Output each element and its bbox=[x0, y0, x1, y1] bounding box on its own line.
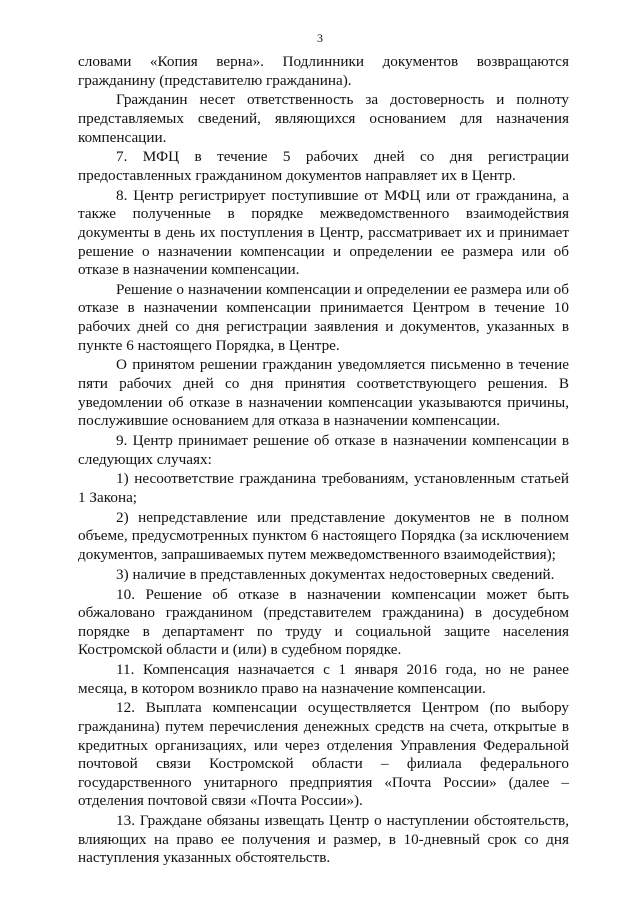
paragraph-item-10: 10. Решение об отказе в назначении компенсации может быть обжаловано гражданином (представителем гражданина) в досудебном порядке в департамент по труду и социальной защите населения Костромской области и (или) в судебном порядке. bbox=[78, 585, 569, 659]
paragraph-item-8: 8. Центр регистрирует поступившие от МФЦ или от гражданина, а также полученные в порядке межведомственного взаимодействия документы в день их поступления в Центр, рассматривает их и принимает решение о назначении компенсации и определении ее размера или об отказе в назначении компенсации. bbox=[78, 186, 569, 279]
list-item: 3) наличие в представленных документах недостоверных сведений. bbox=[116, 565, 555, 583]
list-item: 2) непредставление или представление документов не в полном объеме, предусмотренных пунктом 6 настоящего Порядка (за исключением документов, запрашиваемых путем межведомственного взаимодействия); bbox=[78, 508, 569, 563]
paragraph: словами «Копия верна». Подлинники документов возвращаются гражданину (представителю гражданина). bbox=[78, 53, 569, 89]
list-item: 1) несоответствие гражданина требованиям, установленным статьей 1 Закона; bbox=[78, 470, 569, 506]
paragraph: О принятом решении гражданин уведомляется письменно в течение пяти рабочих дней со дня принятия соответствующего решения. В уведомлении об отказе в назначении компенсации указываются причины, послужившие основанием для отказа в назначении компенсации. bbox=[78, 356, 569, 430]
paragraph: Решение о назначении компенсации и определении ее размера или об отказе в назначении компенсации принимается Центром в течение 10 рабочих дней со дня регистрации заявления и документов, указанных в пункте 6 настоящего Порядка, в Центре. bbox=[78, 280, 569, 354]
paragraph-item-9: 9. Центр принимает решение об отказе в назначении компенсации в следующих случаях: bbox=[78, 432, 569, 468]
paragraph-item-12: 12. Выплата компенсации осуществляется Центром (по выбору гражданина) путем перечисления денежных средств на счета, открытые в кредитных организациях, или через отделения Управления Федеральной почтовой связи Костромской области – филиала федерального государственного унитарного предприятия «Почта России» (далее – отделения почтовой связи «Почта России»). bbox=[78, 699, 569, 810]
paragraph: Гражданин несет ответственность за достоверность и полноту представляемых сведений, являющихся основанием для назначения компенсации. bbox=[78, 91, 569, 146]
document-body bbox=[78, 53, 569, 868]
page-number: 3 bbox=[317, 31, 323, 45]
paragraph-item-11: 11. Компенсация назначается с 1 января 2016 года, но не ранее месяца, в котором возникло право на назначение компенсации. bbox=[78, 661, 569, 697]
paragraph-item-7: 7. МФЦ в течение 5 рабочих дней со дня регистрации предоставленных гражданином документов направляет их в Центр. bbox=[78, 148, 569, 184]
paragraph-item-13: 13. Граждане обязаны извещать Центр о наступлении обстоятельств, влияющих на право ее получения и размер, в 10-дневный срок со дня наступления указанных обстоятельств. bbox=[78, 812, 569, 867]
